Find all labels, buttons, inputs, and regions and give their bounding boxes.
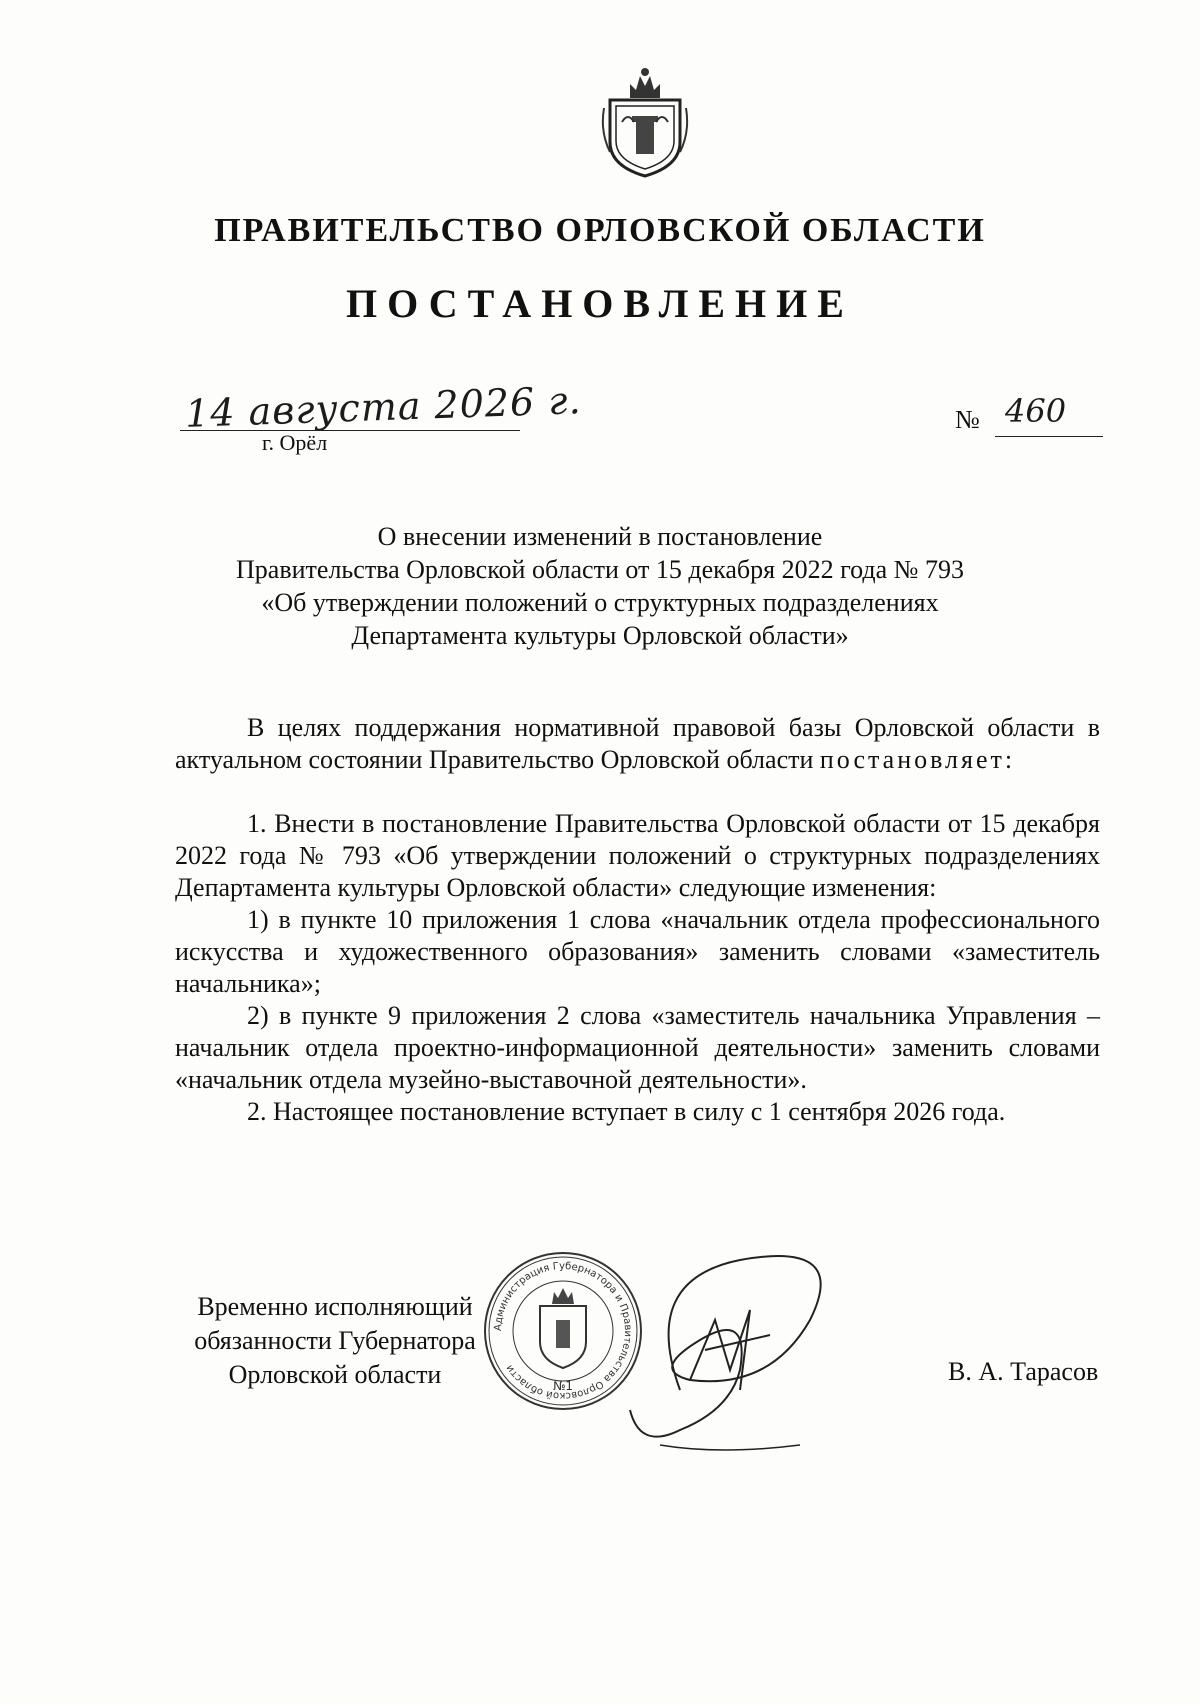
city: г. Орёл (262, 430, 328, 455)
handwritten-signature-icon (620, 1240, 880, 1470)
preamble-text: В целях поддержания нормативной правовой базы Орловской области в актуальном состоянии Правительство Орловской области (175, 713, 1100, 774)
preamble (175, 712, 1100, 776)
document-type: ПОСТАНОВЛЕНИЕ (346, 281, 854, 326)
item-1: 1. Внести в постановление Правительства Орловской области от 15 декабря 2022 года № 793 «Об утверждении положений о структурных подразделениях Департамента культуры Орловской области» следующие изменения: (175, 809, 1100, 902)
item-1-subitem-2: 2) в пункте 9 приложения 2 слова «заместитель начальника Управления – начальник отдела проектно-информационной деятельности» заменить словами «начальник отдела музейно-выставочной деятельности». (175, 1001, 1100, 1094)
subject-line: «Об утверждении положений о структурных подразделениях (261, 588, 939, 617)
item-1-subitem-1: 1) в пункте 10 приложения 1 слова «начальник отдела профессионального искусства и художественного образования» заменить словами «заместитель начальника»; (175, 905, 1100, 998)
seal-text: Администрация Губернатора и Правительства Орловской области (492, 1260, 634, 1402)
decree-word: постановляет: (819, 745, 1016, 774)
subject-line: Правительства Орловской области от 15 декабря 2022 года № 793 (236, 555, 964, 584)
seal-number: №1 (552, 1379, 574, 1393)
number-underline (995, 436, 1103, 437)
number-label: № (955, 405, 980, 434)
document-subject (150, 520, 1050, 652)
handwritten-number: 460 (1005, 392, 1067, 430)
subject-line: О внесении изменений в постановление (377, 522, 823, 551)
position-line: обязанности Губернатора (194, 1326, 476, 1355)
signatory-position (175, 1290, 495, 1392)
position-line: Орловской области (228, 1360, 442, 1389)
item-2: 2. Настоящее постановление вступает в силу с 1 сентября 2026 года. (247, 1097, 1006, 1126)
subject-line: Департамента культуры Орловской области» (351, 621, 849, 650)
date-underline (180, 430, 520, 431)
document-body (175, 712, 1100, 1128)
handwritten-date: 14 августа 2026 г. (184, 378, 583, 436)
signatory-name: В. А. Тарасов (948, 1357, 1099, 1386)
orel-coat-of-arms-icon (600, 62, 690, 180)
government-title: ПРАВИТЕЛЬСТВО ОРЛОВСКОЙ ОБЛАСТИ (214, 212, 986, 249)
position-line: Временно исполняющий (197, 1292, 473, 1321)
